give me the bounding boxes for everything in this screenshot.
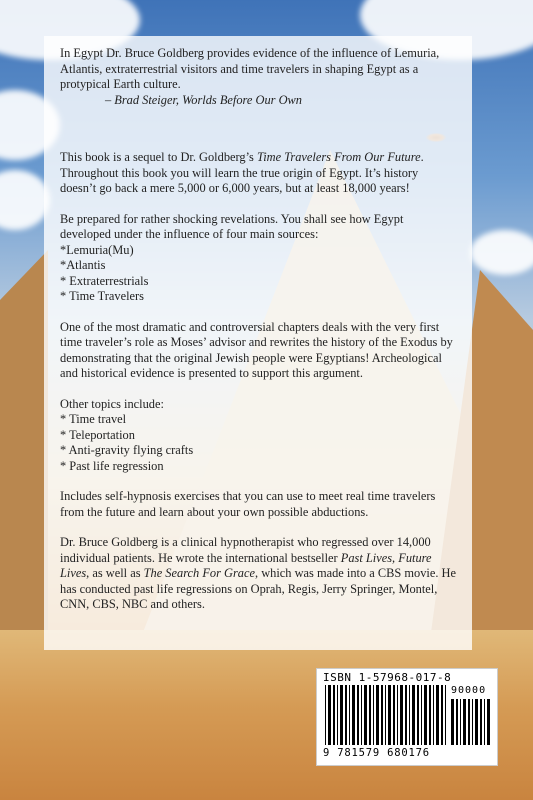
list-item: * Anti-gravity flying crafts	[60, 443, 194, 457]
list-item: * Time travel	[60, 412, 127, 426]
list-item: *Atlantis	[60, 258, 106, 272]
hypnosis-paragraph: Includes self-hypnosis exercises that you can use to meet real time travelers from the future and learn about your own possible abductions.	[60, 489, 436, 519]
addon-barcode-bars	[451, 699, 491, 745]
chapter-paragraph: One of the most dramatic and controversial chapters deals with the very first time traveler’s role as Moses’ advisor and rewrites the history of the Exodus by demonstrating that the original Jewish people were Egyptians! Archeological and historical evidence is presented to support this argument.	[60, 319, 453, 380]
isbn-label: ISBN 1-57968-017-8	[323, 671, 452, 684]
author-bio: Dr. Bruce Goldberg is a clinical hypnotherapist who regressed over 14,000 individual patients. He wrote the international bestseller Past Lives, Future Lives, as well as The Search For Grace, which was made into a CBS movie. He has conducted past life regressions on Oprah, Regis, Jerry Springer, Montel, CNN, CBS, NBC and others.	[60, 535, 456, 611]
list-item: * Past life regression	[60, 458, 164, 473]
topics-list	[60, 412, 456, 474]
list-item: * Teleportation	[60, 427, 135, 442]
description-panel	[44, 36, 472, 650]
ean-digits: 9 781579 680176	[323, 747, 430, 759]
list-item: *Lemuria(Mu)	[60, 242, 134, 257]
book-title-reference: Time Travelers From Our Future	[256, 150, 421, 164]
book-title-reference: Past Lives, Future Lives	[60, 550, 432, 580]
isbn-barcode	[316, 668, 498, 766]
review-quote: In Egypt Dr. Bruce Goldberg provides evidence of the influence of Lemuria, Atlantis, extraterrestrial visitors and time travelers in shaping Egypt as a protypical Earth culture.	[60, 46, 440, 91]
list-item: * Extraterrestrials	[60, 273, 149, 288]
price-code: 90000	[451, 685, 487, 696]
topics-intro: Other topics include:	[60, 396, 164, 411]
sources-intro: Be prepared for rather shocking revelations. You shall see how Egypt developed under the influence of four main sources:	[60, 211, 404, 241]
list-item: * Time Travelers	[60, 289, 144, 303]
barcode-bars	[325, 685, 447, 745]
book-title-reference: The Search For Grace	[143, 566, 256, 580]
intro-paragraph: This book is a sequel to Dr. Goldberg’s Time Travelers From Our Future. Throughout this book you will learn the true origin of Egypt. It’s history doesn’t go back a mere 5,000 or 6,000 years, but at least 18,000 years!	[60, 150, 424, 195]
quote-attribution: – Brad Steiger, Worlds Before Our Own	[105, 92, 302, 107]
sources-list	[60, 243, 456, 305]
